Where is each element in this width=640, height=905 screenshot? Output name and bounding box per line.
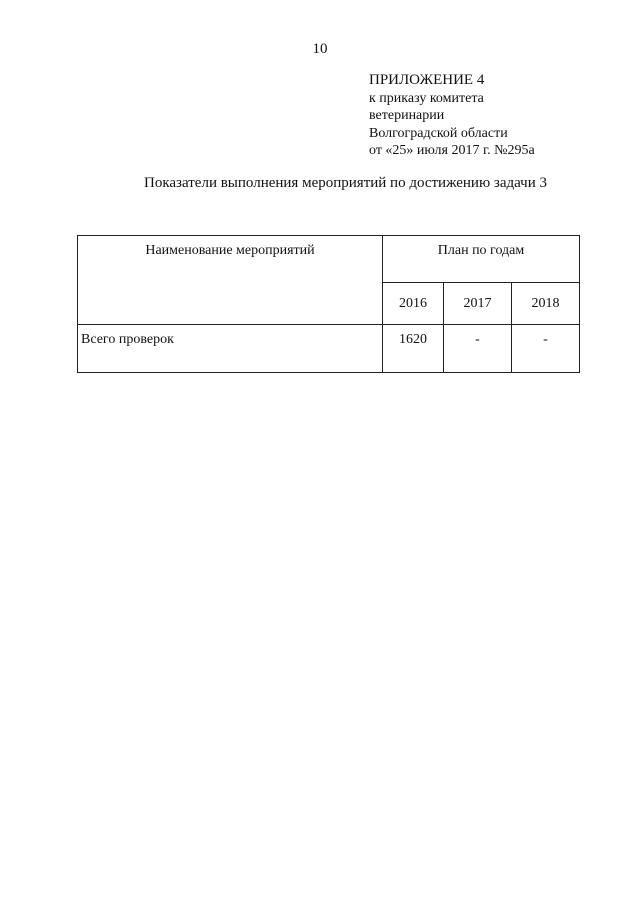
appendix-line: ветеринарии xyxy=(369,108,445,123)
table-header-row xyxy=(78,236,580,283)
appendix-line: к приказу комитета xyxy=(369,90,484,106)
row-name-cell: Всего проверок xyxy=(78,325,383,373)
row-value-2018: - xyxy=(512,325,580,373)
year-header-2017: 2017 xyxy=(444,283,512,325)
table-row xyxy=(78,325,580,373)
appendix-line: Волгоградской области xyxy=(369,125,508,141)
name-column-header: Наименование мероприятий xyxy=(78,236,383,325)
year-header-2016: 2016 xyxy=(383,283,444,325)
document-title: Показатели выполнения мероприятий по достижению задачи 3 xyxy=(144,175,548,191)
indicators-table xyxy=(77,235,580,373)
row-value-2016: 1620 xyxy=(383,325,444,373)
appendix-date-line: от «25» июля 2017 г. №295а xyxy=(369,143,535,158)
appendix-heading: ПРИЛОЖЕНИЕ 4 xyxy=(369,72,485,88)
row-value-2017: - xyxy=(444,325,512,373)
page-number: 10 xyxy=(312,41,328,57)
plan-column-header: План по годам xyxy=(383,236,580,283)
appendix-block xyxy=(369,72,535,160)
year-header-2018: 2018 xyxy=(512,283,580,325)
